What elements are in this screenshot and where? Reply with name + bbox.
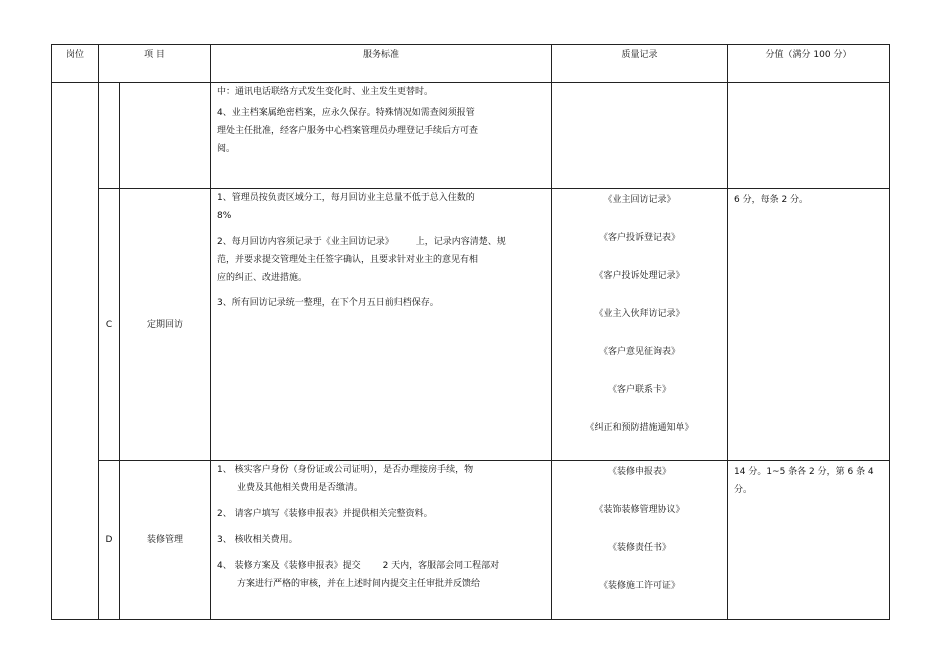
standard-line	[217, 236, 546, 248]
header-item: 项 目	[99, 45, 211, 83]
record-item: 《装修施工许可证》	[598, 581, 680, 591]
position-cell	[52, 83, 99, 620]
standard-line: 3、所有回访记录统一整理，在下个月五日前归档保存。	[217, 298, 439, 308]
standard-line: 业费及其他相关费用是否缴清。	[237, 483, 364, 493]
table-row-continued	[52, 83, 890, 189]
record-item: 《客户投诉处理记录》	[594, 271, 685, 281]
header-position: 岗位	[52, 45, 99, 83]
header-score: 分值（满分 100 分）	[728, 45, 890, 83]
standard-cell	[211, 461, 552, 620]
record-item: 《纠正和预防措施通知单》	[585, 423, 694, 433]
item-cell-empty	[120, 83, 211, 189]
standard-line: 范，并要求提交管理处主任签字确认，且要求针对业主的意见有相	[217, 255, 479, 265]
score-cell-empty	[728, 83, 890, 189]
score-cell	[728, 461, 890, 620]
standard-line: 理处主任批准，经客户服务中心档案管理员办理登记手续后方可查	[217, 126, 479, 136]
record-item: 《业主入伙拜访记录》	[594, 309, 685, 319]
standard-line: 阅。	[217, 144, 236, 154]
code-cell-empty	[99, 83, 120, 189]
standard-fragment: 上，记录内容清楚、规	[415, 237, 506, 247]
service-standard-table	[51, 44, 890, 620]
standard-fragment: 2 天内，客服部会同工程部对	[382, 561, 500, 571]
records-cell	[552, 189, 728, 461]
standard-line: 1、 核实客户身份（身份证或公司证明），是否办理接房手续，物	[217, 465, 474, 475]
standard-line: 1、管理员按负责区域分工，每月回访业主总量不低于总入住数的	[217, 193, 475, 203]
records-cell	[552, 461, 728, 620]
standard-line: 方案进行严格的审核，并在上述时间内提交主任审批并反馈给	[237, 579, 481, 589]
record-item: 《装饰装修管理协议》	[594, 505, 685, 515]
standard-line: 应的纠正、改进措施。	[217, 273, 308, 283]
table-row-c	[52, 189, 890, 461]
record-item: 《业主回访记录》	[603, 195, 676, 205]
standard-line: 中：通讯电话联络方式发生变化时、业主发生更替时。	[217, 87, 434, 97]
row-item-name: 定期回访	[120, 189, 211, 461]
standard-line: 4、业主档案属绝密档案，应永久保存。特殊情况如需查阅须报管	[217, 108, 475, 118]
standard-line: 2、 请客户填写《装修申报表》并提供相关完整资料。	[217, 509, 433, 519]
record-item: 《客户意见征询表》	[598, 347, 680, 357]
standard-line	[217, 560, 546, 572]
standard-cell	[211, 189, 552, 461]
score-cell: 6 分，每条 2 分。	[728, 189, 890, 461]
record-item: 《客户投诉登记表》	[598, 233, 680, 243]
records-cell-empty	[552, 83, 728, 189]
row-code: C	[99, 189, 120, 461]
record-item: 《装修申报表》	[607, 467, 671, 477]
header-row	[52, 45, 890, 83]
record-item: 《装修责任书》	[607, 543, 671, 553]
header-records: 质量记录	[552, 45, 728, 83]
standard-cell-continued	[211, 83, 552, 189]
standard-line: 3、 核收相关费用。	[217, 535, 298, 545]
header-standard: 服务标准	[211, 45, 552, 83]
score-line: 分。	[734, 485, 753, 495]
standard-fragment: 2、每月回访内容须记录于《业主回访记录》	[217, 237, 394, 247]
row-code: D	[99, 461, 120, 620]
row-item-name: 装修管理	[120, 461, 211, 620]
table-row-d	[52, 461, 890, 620]
record-item: 《客户联系卡》	[607, 385, 671, 395]
standard-fragment: 4、 装修方案及《装修申报表》提交	[217, 561, 361, 571]
standard-line: 8%	[217, 211, 232, 221]
score-line: 14 分。1~5 条各 2 分，第 6 条 4	[734, 467, 874, 477]
